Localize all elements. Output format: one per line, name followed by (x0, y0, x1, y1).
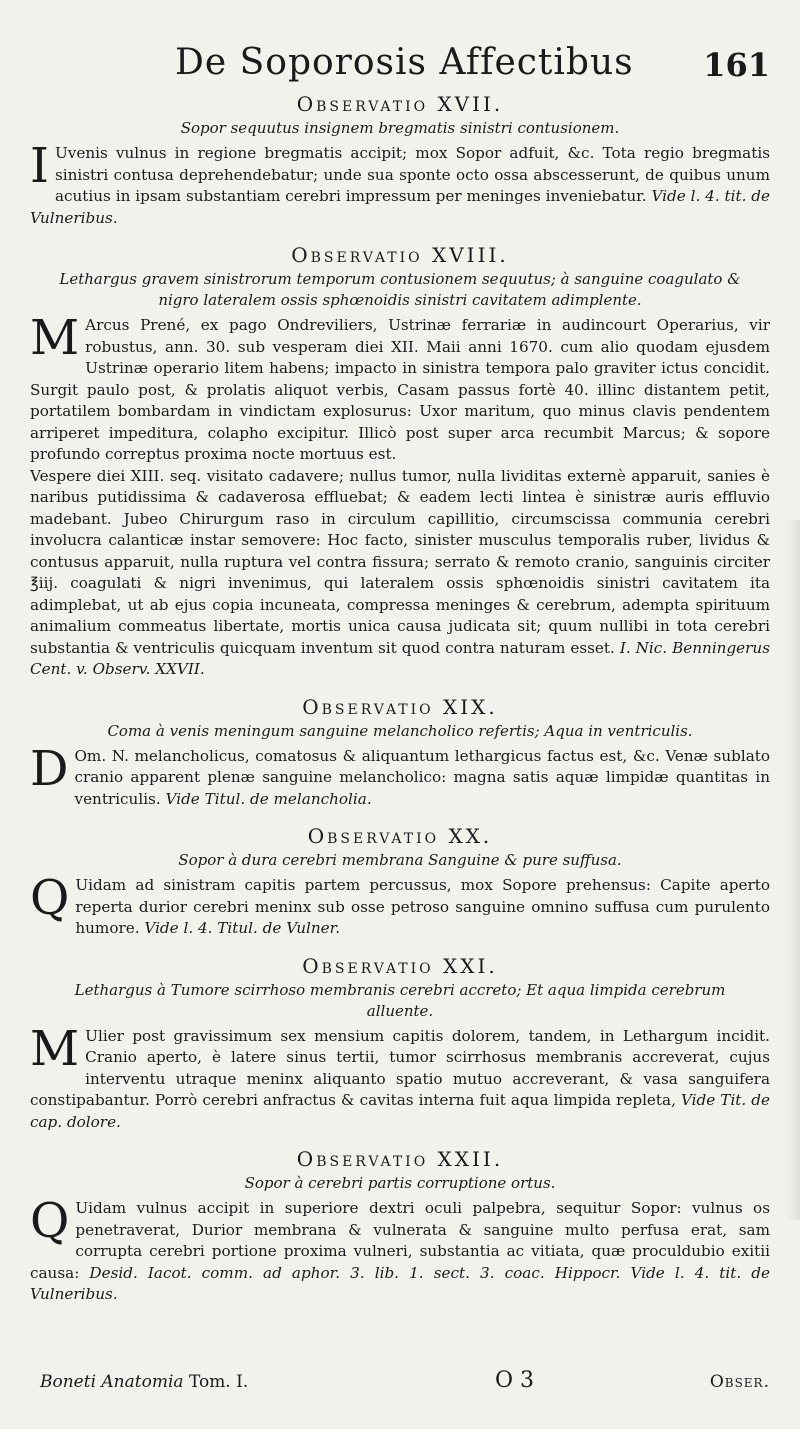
observation-subtitle: Sopor à cerebri partis corruptione ortus. (244, 1174, 556, 1192)
drop-initial: M (30, 1020, 80, 1077)
observation-text: Uidam ad sinistram capitis partem percussus, mox Sopore prehensus: Capite aperto reperta durior cerebri meninx sub osse petroso sanguine omnino suffusa cum purulento humore. (75, 876, 770, 937)
observation-text: Uidam vulnus accipit in superiore dextri oculi palpebra, sequitur Sopor: vulnus os penetraverat, Durior membrana & vulnerata & sanguine multo perfusa erat, sam corrupta cerebri portione proxima vulneri, substantia ac vitiata, quæ proculdubio exitii causa: (30, 1199, 770, 1282)
observation-heading: Observatio XIX. (302, 694, 498, 719)
observation-subtitle: Lethargus à Tumore scirrhoso membranis cerebri accreto; Et aqua limpida cerebrum alluente. (74, 980, 726, 1020)
drop-initial: Q (30, 1193, 70, 1249)
drop-initial: Q (30, 870, 70, 926)
observation-text: Ulier post gravissimum sex mensium capitis dolorem, tandem, in Lethargum incidit. Cranio aperto, è latere sinus tertii, tumor scirrhosus membranis accreverat, cujus interventu utraque meninx aliquanto spatio mutuo accreverant, & vasa sanguifera constipabantur. Porrò cerebri anfractus & cavitas interna fuit aqua limpida repleta, (30, 1026, 770, 1109)
observation-body (30, 310, 771, 681)
observation-body (30, 1193, 770, 1306)
observation-body (30, 740, 770, 811)
observation-text: Om. N. melancholicus, comatosus & aliquantum lethargicus factus est, &c. Venæ sublato cranio apparent plenæ sanguine melancholico: magna satis aquæ limpidæ quantitas in ventriculis. (74, 746, 770, 808)
observation-text: Uvenis vulnus in regione bregmatis accipit; mox Sopor adfuit, &c. Tota regio bregmatis sinistri contusa deprehendebatur; unde sua sponte octo ossa abscesserunt, de quibus unum acutius in ipsam substantiam cerebri impressum per meninges inveniebatur. (54, 144, 770, 205)
observation-text-continued: Vespere diei XIII. seq. visitato cadavere; nullus tumor, nulla lividitas externè apparuit, sanies è naribus putidissima & cadaverosa effluebat; & eadem lecti lintea è sinistræ auris effluvio madebant. Jubeo Chirurgum raso in circulum capillitio, circumscissa communia cerebri involucra calanticæ instar semovere: Hoc facto, sinister musculus temporalis ruber, lividus & contusus apparuit, nulla ruptura vel contra fissura; serrato & remoto cranio, sanguinis circiter ℥iij. coagulati & nigri invenimus, qui lateralem ossis sphœnoidis sinistri cavitatem ita adimplebat, ut ab ejus copia incuneata, compressa meninges & cerebrum, adempta spirituum animalium commeatus libertate, mortis unica causa judicata sit; quum nullibi in tota cerebri substantia & ventriculis quicquam inventum sit quod contra naturam esset. (30, 466, 770, 657)
observation-reference: Vide l. 4. Titul. de Vulner. (144, 919, 341, 937)
observation-22 (30, 1147, 770, 1306)
signature-mark: O 3 (495, 1368, 535, 1393)
observation-heading: Observatio XXI. (302, 953, 498, 978)
observation-body (30, 870, 770, 940)
observation-text: Arcus Prené, ex pago Ondreviliers, Ustrinæ ferrariæ in audincourt Operarius, vir robustus, ann. 30. sub vesperam diei XII. Maii anni 1670. cum alio quodam ejusdem Ustrinæ operario litem habens; impacto in sinistra tempora palo graviter ictus concidit. Surgit paulo post, & prolatis aliquot verbis, Casam passus fortè 40. illinc distantem petit, portatilem bombardam in vindictam explosurus: Uxor maritum, quo minus clavis pendentem arriperet impeditura, colapho excipitur. Illicò post super arca recumbit Marcus; & sopore profundo correptus proxima nocte mortuus est. (30, 316, 770, 463)
observation-heading: Observatio XVIII. (291, 243, 509, 267)
observation-subtitle: Coma à venis meningum sanguine melancholico refertis; Aqua in ventriculis. (107, 721, 693, 740)
drop-initial: I (30, 138, 49, 194)
observation-heading: Observatio XVII. (296, 92, 504, 116)
page-number: 161 (703, 46, 770, 84)
observation-20 (30, 824, 770, 940)
running-title: De Soporosis Affectibus (175, 42, 634, 83)
page-footer (40, 1368, 770, 1402)
observation-reference: Vide Tit. de cap. dolore. (30, 1091, 770, 1131)
observation-heading: Observatio XXII. (296, 1147, 504, 1171)
observation-heading: Observatio XX. (307, 824, 493, 848)
observation-18 (30, 243, 770, 681)
observation-reference: Vide Titul. de melancholia. (165, 789, 372, 808)
observation-21 (30, 954, 770, 1134)
observation-reference: I. Nic. Benningerus Cent. v. Observ. XXVII. (30, 638, 771, 678)
observation-subtitle: Sopor sequutus insignem bregmatis sinistri contusionem. (180, 119, 620, 137)
observation-body (30, 138, 771, 229)
observation-body (30, 1020, 770, 1134)
running-head (30, 40, 770, 88)
observation-19 (30, 695, 770, 811)
footer-volume: Tom. I. (188, 1372, 249, 1392)
catchword: Obser. (709, 1372, 770, 1392)
footer-book-name: Boneti Anatomia (40, 1372, 184, 1392)
observation-17 (30, 92, 770, 229)
book-page (30, 40, 770, 1320)
drop-initial: D (30, 740, 69, 797)
observation-subtitle: Sopor à dura cerebri membrana Sanguine & pure suffusa. (178, 851, 622, 869)
observation-subtitle: Lethargus gravem sinistrorum temporum contusionem sequutus; à sanguine coagulato & nigro lateralem ossis sphœnoidis sinistri cavitatem adimplente. (59, 270, 741, 309)
footer-book-title (40, 1372, 248, 1392)
observation-reference: Desid. Iacot. comm. ad aphor. 3. lib. 1. sect. 3. coac. Hippocr. Vide l. 4. tit. de Vulneribus. (30, 1263, 770, 1303)
drop-initial: M (30, 310, 80, 366)
observation-reference: Vide l. 4. tit. de Vulneribus. (30, 187, 771, 227)
page-edge-shadow (786, 520, 800, 1220)
